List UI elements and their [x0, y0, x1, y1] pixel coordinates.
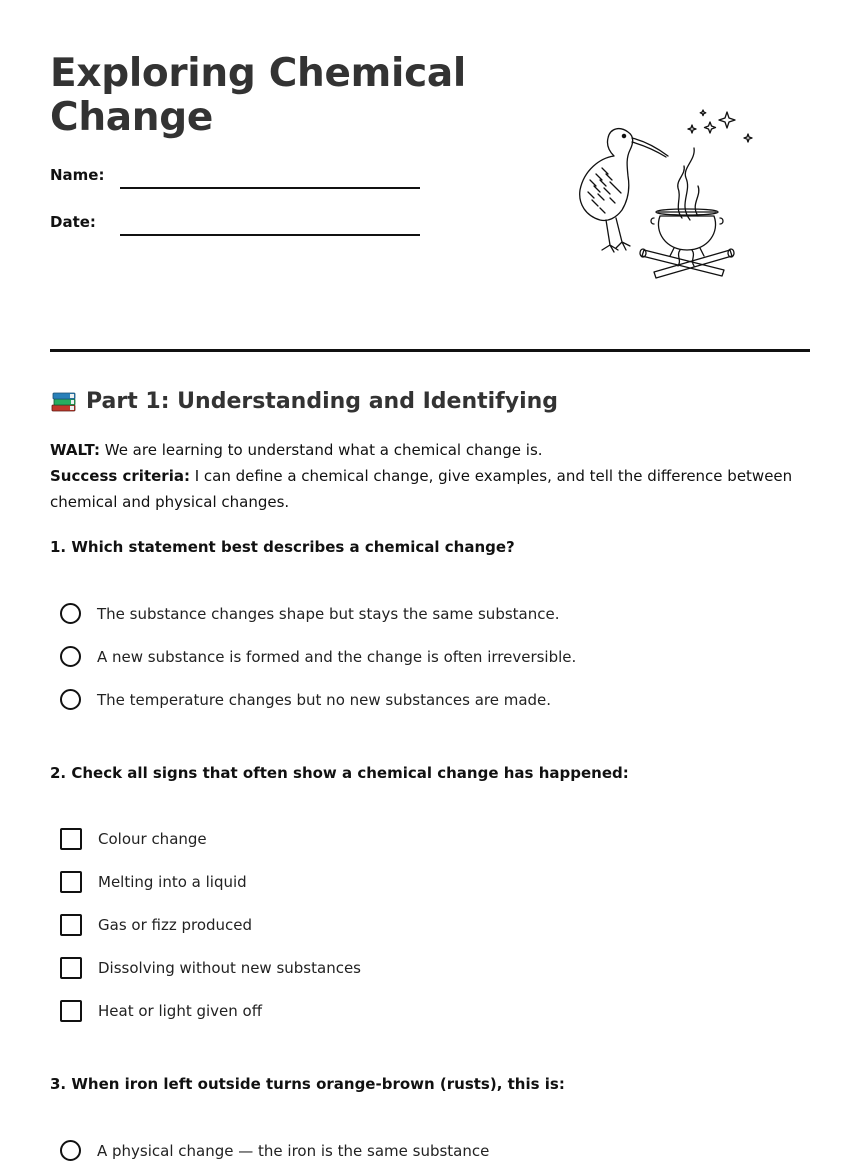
walt-text: We are learning to understand what a chemical change is.: [99, 441, 543, 459]
q2-option-2[interactable]: [60, 871, 247, 893]
kiwi-cauldron-illustration-icon: [570, 100, 760, 280]
checkbox[interactable]: [60, 828, 82, 850]
option-label: Heat or light given off: [98, 1002, 263, 1020]
success-criteria: [50, 463, 810, 515]
q2-option-5[interactable]: [60, 1000, 262, 1022]
name-field[interactable]: [120, 187, 420, 189]
date-label: Date:: [50, 213, 96, 231]
radio-button[interactable]: [60, 1140, 81, 1161]
checkbox[interactable]: [60, 957, 82, 979]
checkbox[interactable]: [60, 871, 82, 893]
page-title: Exploring Chemical Change: [50, 51, 466, 140]
q2-option-3[interactable]: [60, 914, 252, 936]
q1-option-2[interactable]: [60, 646, 576, 667]
option-label: A physical change — the iron is the same substance: [97, 1141, 490, 1160]
date-field[interactable]: [120, 234, 420, 236]
option-label: Gas or fizz produced: [98, 916, 253, 934]
checkbox[interactable]: [60, 1000, 82, 1022]
books-icon: [50, 388, 78, 414]
q1-option-1[interactable]: [60, 603, 559, 624]
option-label: Melting into a liquid: [98, 873, 247, 891]
walt-label: WALT:: [50, 441, 100, 459]
question-2: 2. Check all signs that often show a chemical change has happened:: [50, 764, 629, 782]
name-label: Name:: [50, 166, 105, 184]
walt-statement: [50, 437, 810, 463]
q1-option-3[interactable]: [60, 689, 551, 710]
option-label: Colour change: [98, 830, 207, 848]
radio-button[interactable]: [60, 689, 81, 710]
radio-button[interactable]: [60, 646, 81, 667]
part1-heading: [50, 388, 558, 414]
success-label: Success criteria:: [50, 467, 190, 485]
question-3: 3. When iron left outside turns orange-brown (rusts), this is:: [50, 1075, 565, 1093]
q3-option-1[interactable]: [60, 1140, 489, 1161]
q2-option-4[interactable]: [60, 957, 361, 979]
question-1: 1. Which statement best describes a chemical change?: [50, 538, 515, 556]
option-label: The temperature changes but no new substances are made.: [97, 690, 552, 709]
option-label: The substance changes shape but stays the same substance.: [97, 604, 560, 623]
radio-button[interactable]: [60, 603, 81, 624]
q2-option-1[interactable]: [60, 828, 207, 850]
option-label: Dissolving without new substances: [98, 959, 361, 977]
checkbox[interactable]: [60, 914, 82, 936]
part1-heading-text: Part 1: Understanding and Identifying: [86, 388, 559, 414]
section-divider: [50, 349, 810, 352]
success-text: I can define a chemical change, give examples, and tell the difference between chemical and physical changes.: [50, 467, 793, 511]
option-label: A new substance is formed and the change is often irreversible.: [97, 647, 577, 666]
